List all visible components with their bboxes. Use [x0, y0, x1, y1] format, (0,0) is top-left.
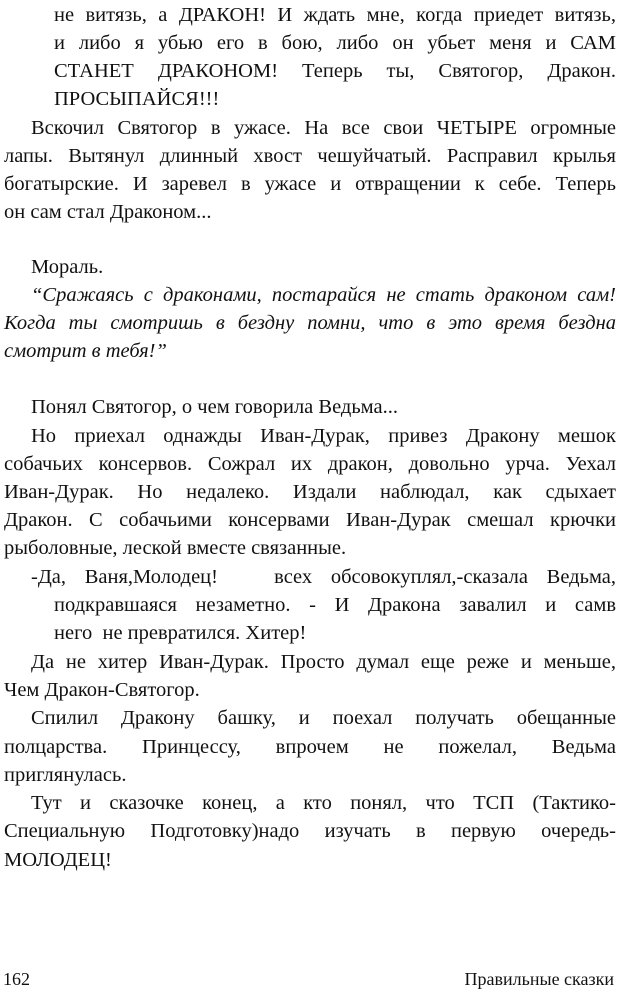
- text-line: -Да, Ваня,Молодец! всех обсовокуплял,-сказала Ведьма,: [31, 566, 616, 588]
- text-line: Но приехал однажды Иван-Дурак, привез Дракону мешок: [31, 425, 616, 447]
- moral-heading: Мораль.: [31, 256, 104, 278]
- moral-quote-line: “Сражаясь с драконами, постарайся не стать драконом сам!: [31, 284, 616, 306]
- text-line: Понял Святогор, о чем говорила Ведьма...: [31, 396, 398, 418]
- text-line: него не превратился. Хитер!: [54, 622, 307, 644]
- text-line: собачьих консервов. Сожрал их дракон, довольно урча. Уехал: [4, 453, 616, 475]
- text-line: Тут и сказочке конец, а кто понял, что ТСП (Тактико-: [31, 792, 616, 814]
- text-line: Иван-Дурак. Но недалеко. Издали наблюдал, как сдыхает: [4, 481, 616, 503]
- text-line: СТАНЕТ ДРАКОНОМ! Теперь ты, Святогор, Дракон.: [54, 60, 616, 82]
- text-line: не витязь, а ДРАКОН! И ждать мне, когда приедет витязь,: [54, 4, 616, 26]
- text-line: Спилил Дракону башку, и поехал получать обещанные: [31, 707, 616, 729]
- text-line: приглянулась.: [4, 764, 127, 786]
- text-line: Чем Дракон-Святогор.: [4, 679, 200, 701]
- text-line: рыболовные, леской вместе связанные.: [4, 537, 347, 559]
- text-line: и либо я убью его в бою, либо он убьет меня и САМ: [54, 32, 616, 54]
- moral-quote-line: смотрит в тебя!”: [4, 340, 167, 362]
- text-line: Специальную Подготовку)надо изучать в первую очередь-: [4, 820, 616, 842]
- text-line: лапы. Вытянул длинный хвост чешуйчатый. Расправил крылья: [4, 145, 616, 167]
- text-line: он сам стал Драконом...: [4, 201, 212, 223]
- running-footer-title: Правильные сказки: [464, 969, 614, 989]
- moral-quote-line: Когда ты смотришь в бездну помни, что в это время бездна: [4, 312, 616, 334]
- text-line: Дракон. С собачьими консервами Иван-Дурак смешал крючки: [4, 509, 616, 531]
- text-line: богатырские. И заревел в ужасе и отвращении к себе. Теперь: [4, 173, 616, 195]
- text-line: подкравшаяся незаметно. - И Дракона завалил и самв: [54, 594, 616, 616]
- text-line: ПРОСЫПАЙСЯ!!!: [54, 88, 220, 110]
- text-line: полцарства. Принцессу, впрочем не пожелал, Ведьма: [4, 736, 616, 758]
- text-line: МОЛОДЕЦ!: [4, 849, 112, 871]
- text-line: Вскочил Святогор в ужасе. На все свои ЧЕТЫРЕ огромные: [31, 117, 616, 139]
- text-line: Да не хитер Иван-Дурак. Просто думал еще реже и меньше,: [31, 651, 616, 673]
- page-number: 162: [3, 969, 30, 989]
